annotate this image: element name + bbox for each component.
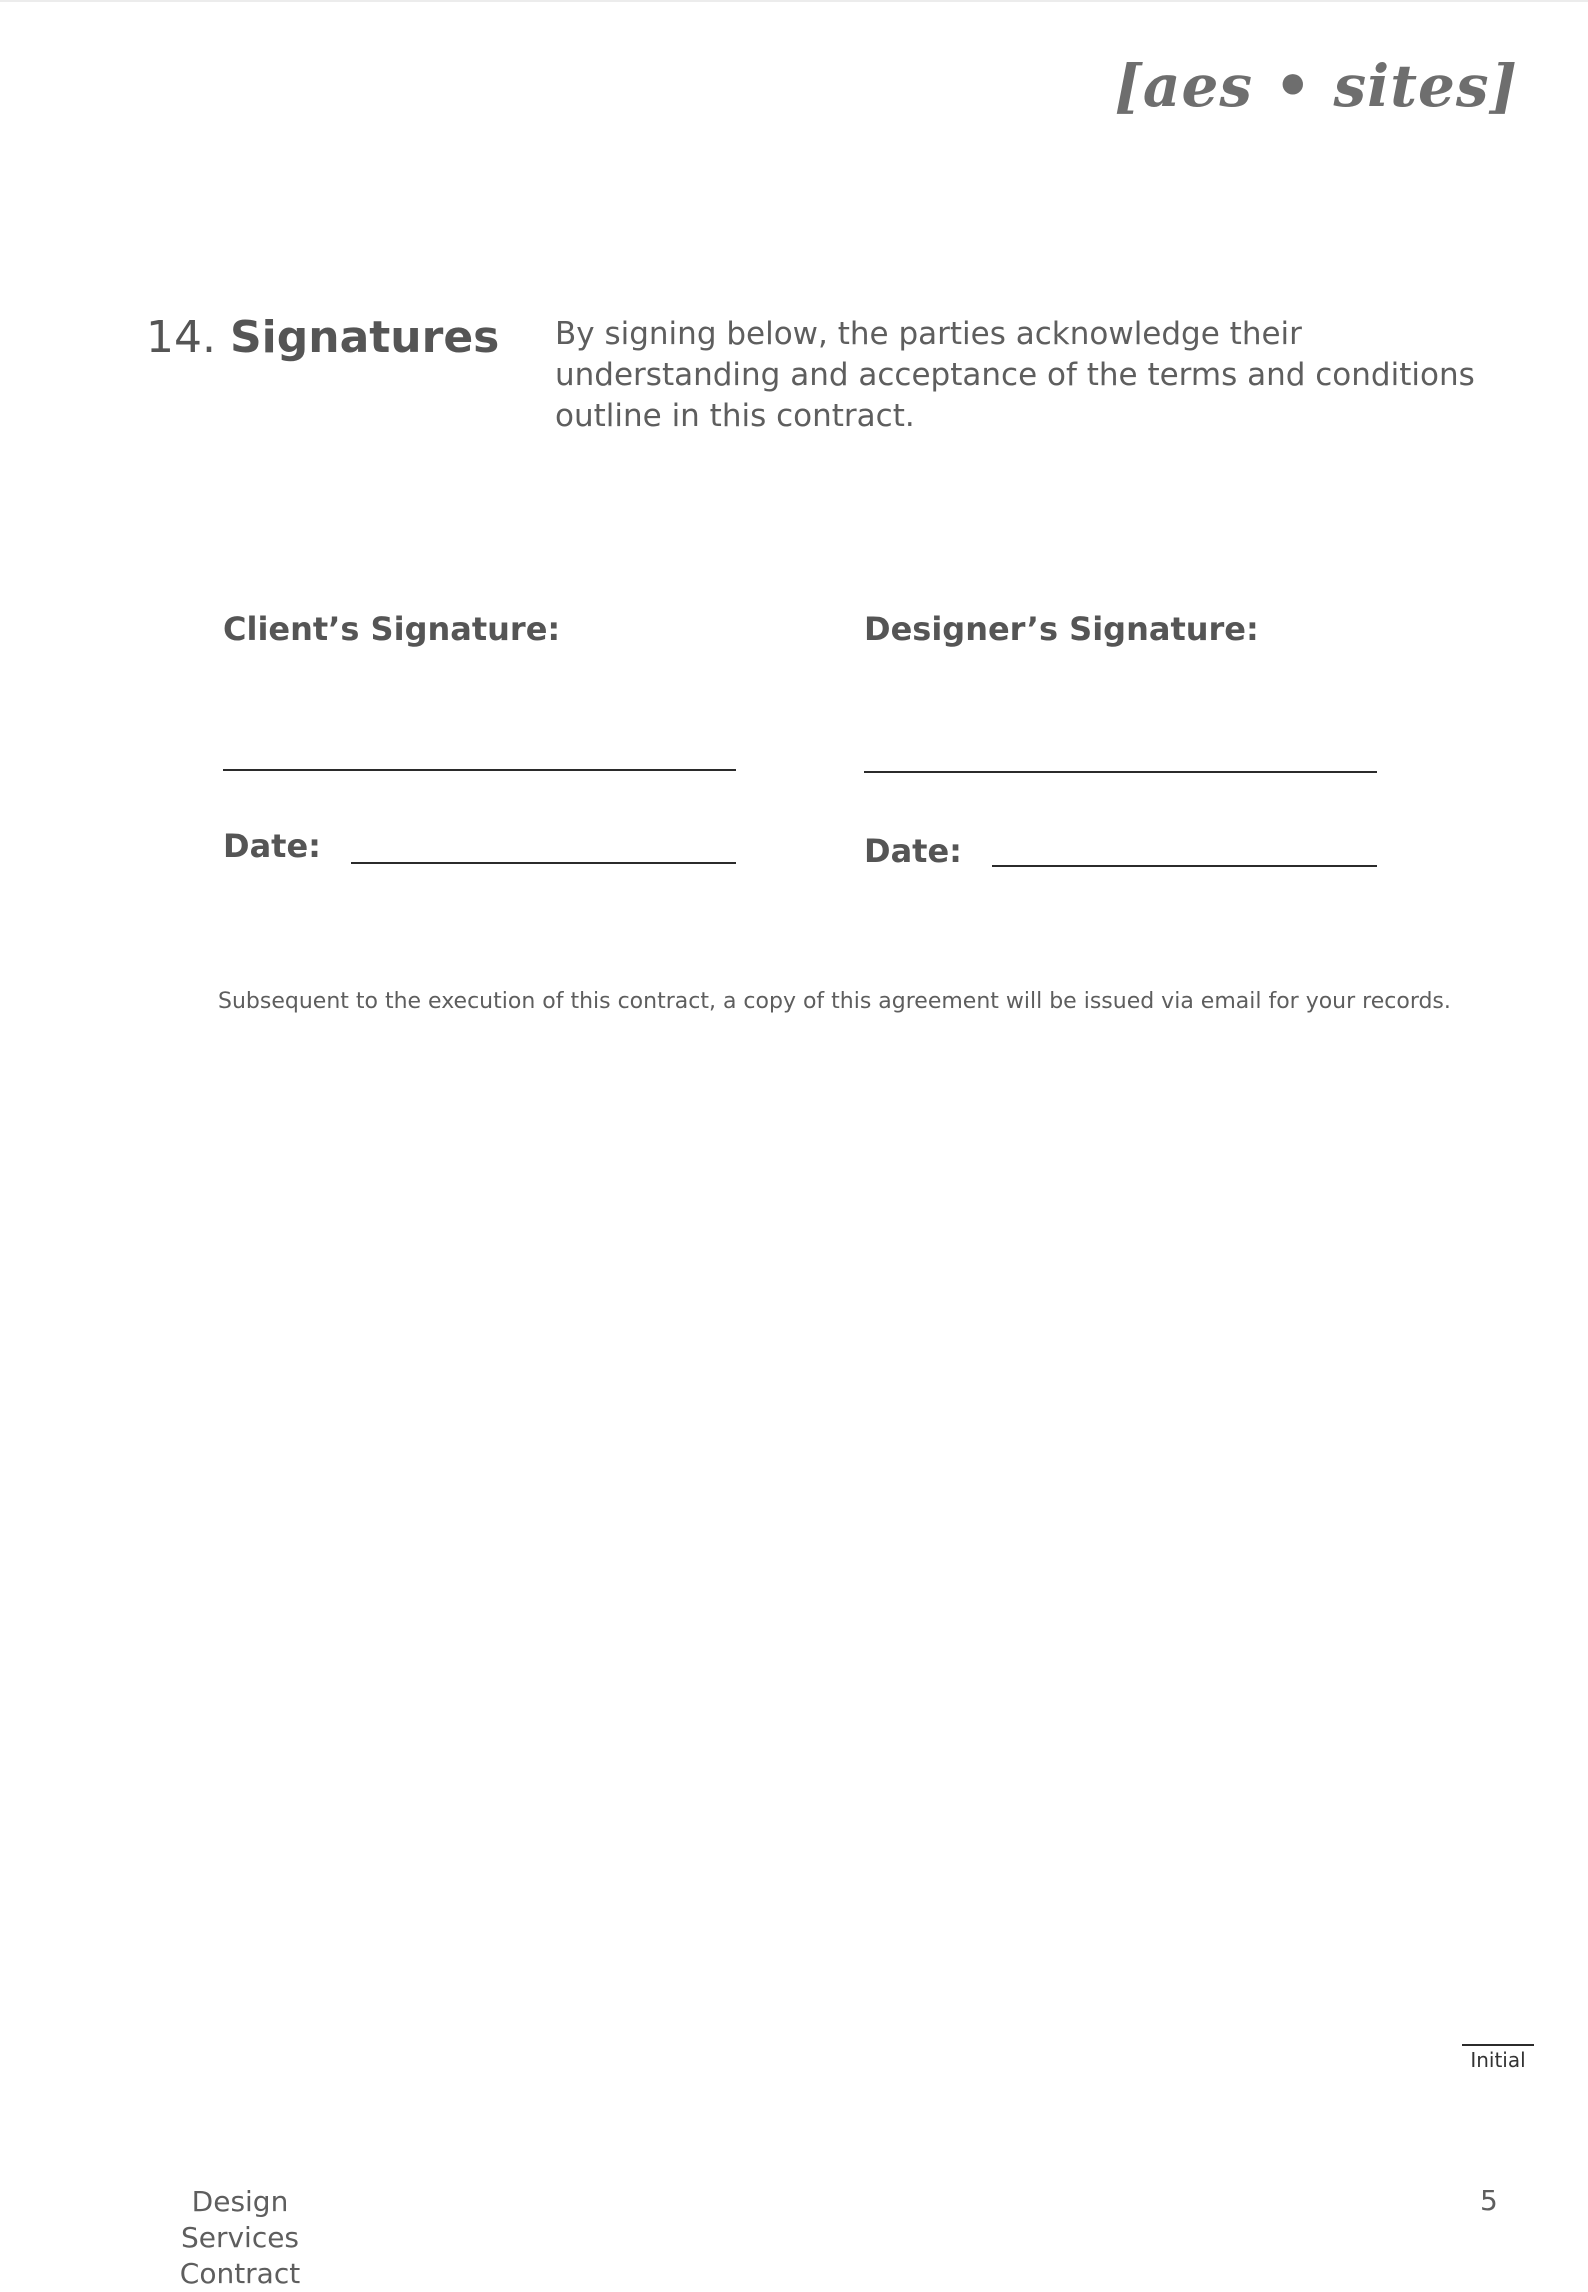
company-logo: [aes • sites] xyxy=(1114,52,1518,120)
client-signature-label: Client’s Signature: xyxy=(223,610,561,648)
section-body-text: By signing below, the parties acknowledge their understanding and acceptance of the terms and conditions outline in this contract. xyxy=(555,316,1475,434)
section-heading xyxy=(146,312,499,363)
client-date-line[interactable] xyxy=(351,862,736,864)
initial-field[interactable] xyxy=(1462,2044,1534,2074)
designer-signature-label: Designer’s Signature: xyxy=(864,610,1259,648)
client-signature-line[interactable] xyxy=(223,769,736,771)
client-date-label: Date: xyxy=(223,827,321,865)
designer-date-label: Date: xyxy=(864,832,962,870)
designer-date-line[interactable] xyxy=(992,865,1377,867)
initial-label: Initial xyxy=(1470,2048,1526,2072)
page-number: 5 xyxy=(1480,2184,1498,2217)
footer-document-title: Design Services Contract xyxy=(179,2185,301,2290)
section-number: 14. xyxy=(146,312,216,363)
page-top-border xyxy=(0,0,1588,2)
designer-signature-line[interactable] xyxy=(864,771,1377,773)
records-note: Subsequent to the execution of this contract, a copy of this agreement will be issued via email for your records. xyxy=(218,989,1451,1014)
section-title: Signatures xyxy=(229,312,500,363)
